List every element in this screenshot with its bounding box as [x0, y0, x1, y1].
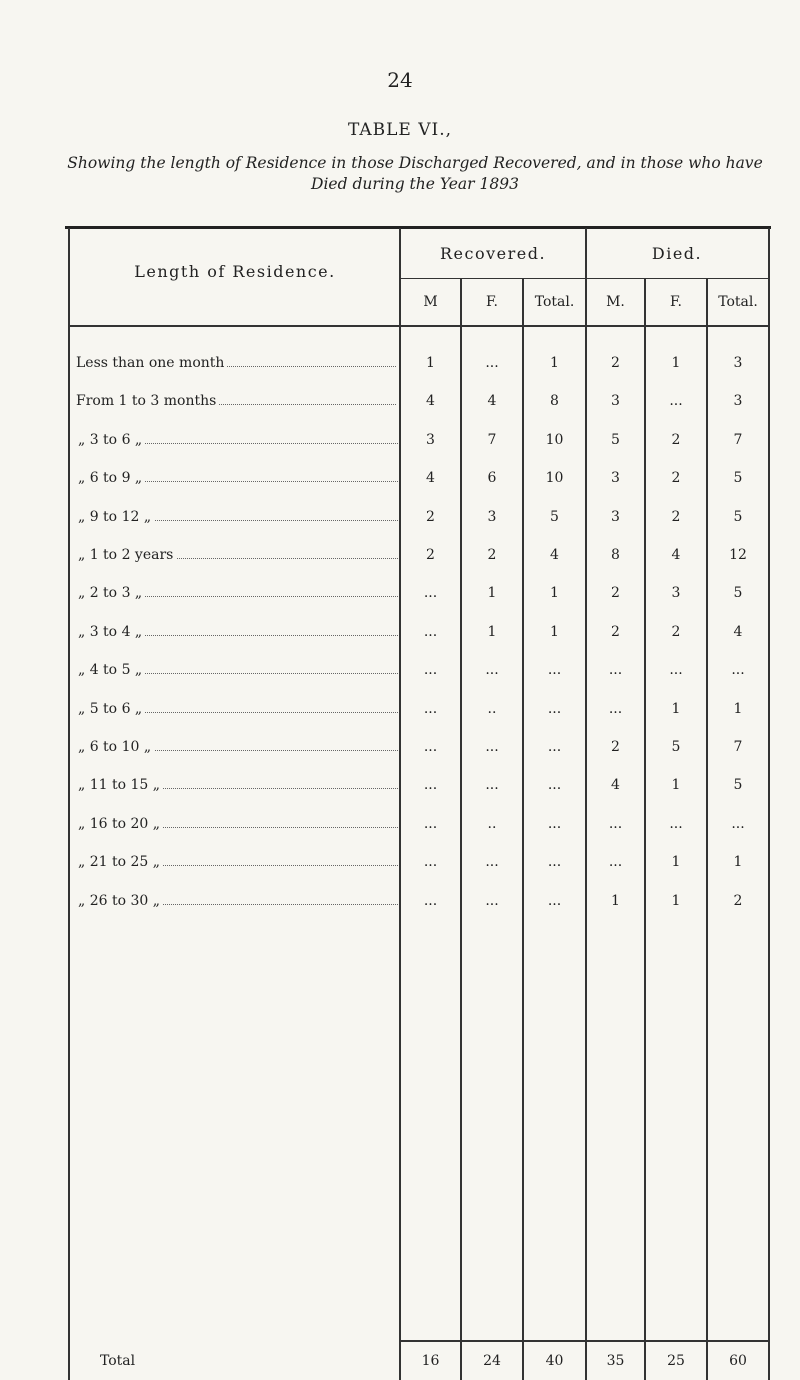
- table-cell: 7: [487, 431, 497, 448]
- table-left-border: [68, 228, 70, 1380]
- table-cell: 3: [426, 431, 435, 448]
- table-cell: ...: [669, 662, 683, 679]
- row-label-text: „ 11 to 15 „: [78, 777, 163, 793]
- table-cell: 2: [733, 892, 743, 909]
- table-cell: 4: [733, 623, 743, 640]
- table-cell: ...: [485, 854, 499, 871]
- table-cell: 5: [733, 585, 743, 602]
- row-label-text: „ 26 to 30 „: [78, 893, 163, 909]
- table-cell: 4: [426, 470, 435, 487]
- table-cell: ...: [669, 393, 683, 410]
- header-died-male: M.: [606, 294, 625, 310]
- row-label: [78, 701, 398, 717]
- total-cell: 25: [667, 1353, 685, 1369]
- header-length-of-residence: Length of Residence.: [134, 262, 336, 281]
- row-label-text: „ 1 to 2 years: [78, 547, 176, 563]
- table-cell: 7: [733, 739, 743, 755]
- total-cell: 24: [483, 1353, 501, 1369]
- table-cell: ...: [547, 700, 562, 717]
- row-label: [76, 393, 396, 409]
- table-cell: ...: [608, 815, 623, 832]
- table-cell: 6: [487, 470, 497, 487]
- table-cell: ...: [423, 739, 438, 755]
- caption-line-1: Showing the length of Residence in those Discharged Recovered, and in those who have: [67, 154, 763, 172]
- table-cell: 3: [487, 508, 497, 525]
- row-label-text: „ 2 to 3 „: [78, 585, 145, 601]
- row-label: [78, 854, 398, 870]
- table-cell: ...: [423, 662, 438, 679]
- table-cell: 4: [426, 393, 435, 410]
- table-cell: ...: [423, 892, 438, 909]
- table-cell: 1: [487, 623, 497, 640]
- row-label-text: „ 6 to 10 „: [78, 739, 154, 755]
- table-cell: 2: [487, 547, 497, 563]
- table-cell: 3: [733, 393, 743, 410]
- row-label: [78, 816, 398, 832]
- row-label-text: „ 21 to 25 „: [78, 854, 163, 870]
- table-cell: 4: [550, 547, 559, 563]
- table-cell: ...: [547, 892, 562, 909]
- header-recovered-female: F.: [486, 294, 498, 310]
- table-cell: 2: [426, 508, 435, 525]
- table-cell: 3: [671, 585, 681, 602]
- table-cell: ...: [423, 777, 438, 794]
- total-cell: 35: [606, 1353, 625, 1369]
- table-caption: [40, 153, 790, 195]
- table-cell: ...: [608, 662, 623, 679]
- table-cell: 1: [671, 777, 681, 794]
- table-cell: 5: [733, 508, 743, 525]
- table-cell: 3: [611, 508, 620, 525]
- table-cell: 2: [611, 739, 620, 755]
- row-label: [78, 432, 398, 448]
- table-cell: ...: [485, 777, 499, 794]
- page-number: 24: [387, 68, 413, 92]
- table-cell: 5: [611, 431, 620, 448]
- subheader-rule-died: [586, 278, 768, 279]
- row-label-text: From 1 to 3 months: [76, 393, 219, 409]
- table-cell: ...: [547, 854, 562, 871]
- table-cell: 5: [550, 508, 559, 525]
- table-cell: 1: [550, 585, 559, 602]
- header-bottom-rule: [70, 325, 768, 327]
- table-cell: ...: [547, 662, 562, 679]
- table-cell: 2: [611, 585, 620, 602]
- row-label-text: Less than one month: [76, 355, 227, 371]
- total-cell: 60: [729, 1353, 747, 1369]
- table-cell: ...: [731, 662, 745, 679]
- row-label-text: „ 3 to 4 „: [78, 624, 145, 640]
- table-cell: ...: [485, 355, 499, 371]
- table-cell: ...: [547, 815, 562, 832]
- table-cell: 1: [671, 892, 681, 909]
- table-cell: ...: [423, 585, 438, 602]
- header-died-total: Total.: [718, 294, 758, 310]
- leader-dots: [100, 1364, 396, 1365]
- total-label-text: Total: [100, 1353, 136, 1369]
- row-label: [78, 624, 398, 640]
- header-recovered-total: Total.: [534, 294, 575, 310]
- table-cell: ...: [423, 815, 438, 832]
- table-cell: 1: [611, 892, 620, 909]
- table-cell: 1: [487, 585, 497, 602]
- row-label-text: „ 3 to 6 „: [78, 432, 145, 448]
- header-recovered-male: M: [423, 294, 438, 310]
- row-label: [78, 585, 398, 601]
- table-cell: 1: [550, 623, 559, 640]
- header-recovered: Recovered.: [439, 244, 547, 263]
- table-cell: 1: [671, 700, 681, 717]
- table-cell: ...: [423, 854, 438, 871]
- header-died-female: F.: [670, 294, 682, 310]
- row-label: [78, 509, 398, 525]
- table-cell: 4: [611, 777, 620, 794]
- table-cell: 4: [671, 547, 681, 563]
- table-cell: ...: [731, 815, 745, 832]
- table-cell: 2: [611, 355, 620, 371]
- table-cell: 3: [611, 470, 620, 487]
- table-cell: 2: [671, 508, 681, 525]
- table-cell: 3: [733, 355, 743, 371]
- table-cell: 1: [426, 355, 435, 371]
- header-died: Died.: [651, 244, 703, 263]
- table-cell: 2: [611, 623, 620, 640]
- total-cell: 16: [421, 1353, 440, 1369]
- table-cell: 1: [671, 854, 681, 871]
- table-cell: 10: [545, 431, 564, 448]
- table-cell: 5: [671, 739, 681, 755]
- table-cell: ...: [485, 739, 499, 755]
- table-title: TABLE VI.,: [347, 120, 453, 140]
- table-top-rule: [65, 226, 771, 229]
- table-cell: ...: [608, 700, 623, 717]
- subheader-rule-recovered: [400, 278, 586, 279]
- table-cell: 7: [733, 431, 743, 448]
- row-label-text: „ 16 to 20 „: [78, 816, 163, 832]
- table-cell: 1: [733, 700, 743, 717]
- caption-line-2: Died during the Year 1893: [311, 175, 519, 193]
- table-cell: ...: [547, 777, 562, 794]
- row-label: [78, 662, 398, 678]
- table-cell: 8: [611, 547, 620, 563]
- row-label: [78, 893, 398, 909]
- table-cell: 2: [671, 623, 681, 640]
- row-label-text: „ 4 to 5 „: [78, 662, 145, 678]
- table-cell: 12: [729, 547, 747, 563]
- table-cell: ...: [485, 662, 499, 679]
- table-cell: 10: [545, 470, 564, 487]
- table-cell: 8: [550, 393, 559, 410]
- total-cell: 40: [545, 1353, 564, 1369]
- total-label: [100, 1353, 396, 1369]
- table-cell: 1: [733, 854, 743, 871]
- table-cell: ...: [608, 854, 623, 871]
- table-cell: ...: [423, 700, 438, 717]
- row-label: [78, 547, 398, 563]
- table-cell: ..: [487, 815, 497, 832]
- row-label: [78, 739, 398, 755]
- table-cell: ..: [487, 700, 497, 717]
- table-cell: ...: [669, 815, 683, 832]
- table-cell: 5: [733, 777, 743, 794]
- table-cell: 2: [426, 547, 435, 563]
- total-rule: [400, 1340, 768, 1342]
- row-label: [76, 355, 396, 371]
- table-cell: ...: [547, 739, 562, 755]
- table-cell: 1: [671, 355, 681, 371]
- table-cell: ...: [423, 623, 438, 640]
- table-cell: 3: [611, 393, 620, 410]
- table-cell: 1: [550, 355, 559, 371]
- table-cell: 2: [671, 431, 681, 448]
- row-label-text: „ 6 to 9 „: [78, 470, 145, 486]
- row-label: [78, 470, 398, 486]
- row-label: [78, 777, 398, 793]
- table-cell: 4: [487, 393, 497, 410]
- row-label-text: „ 9 to 12 „: [78, 509, 154, 525]
- row-label-text: „ 5 to 6 „: [78, 701, 145, 717]
- table-cell: ...: [485, 892, 499, 909]
- table-cell: 5: [733, 470, 743, 487]
- table-cell: 2: [671, 470, 681, 487]
